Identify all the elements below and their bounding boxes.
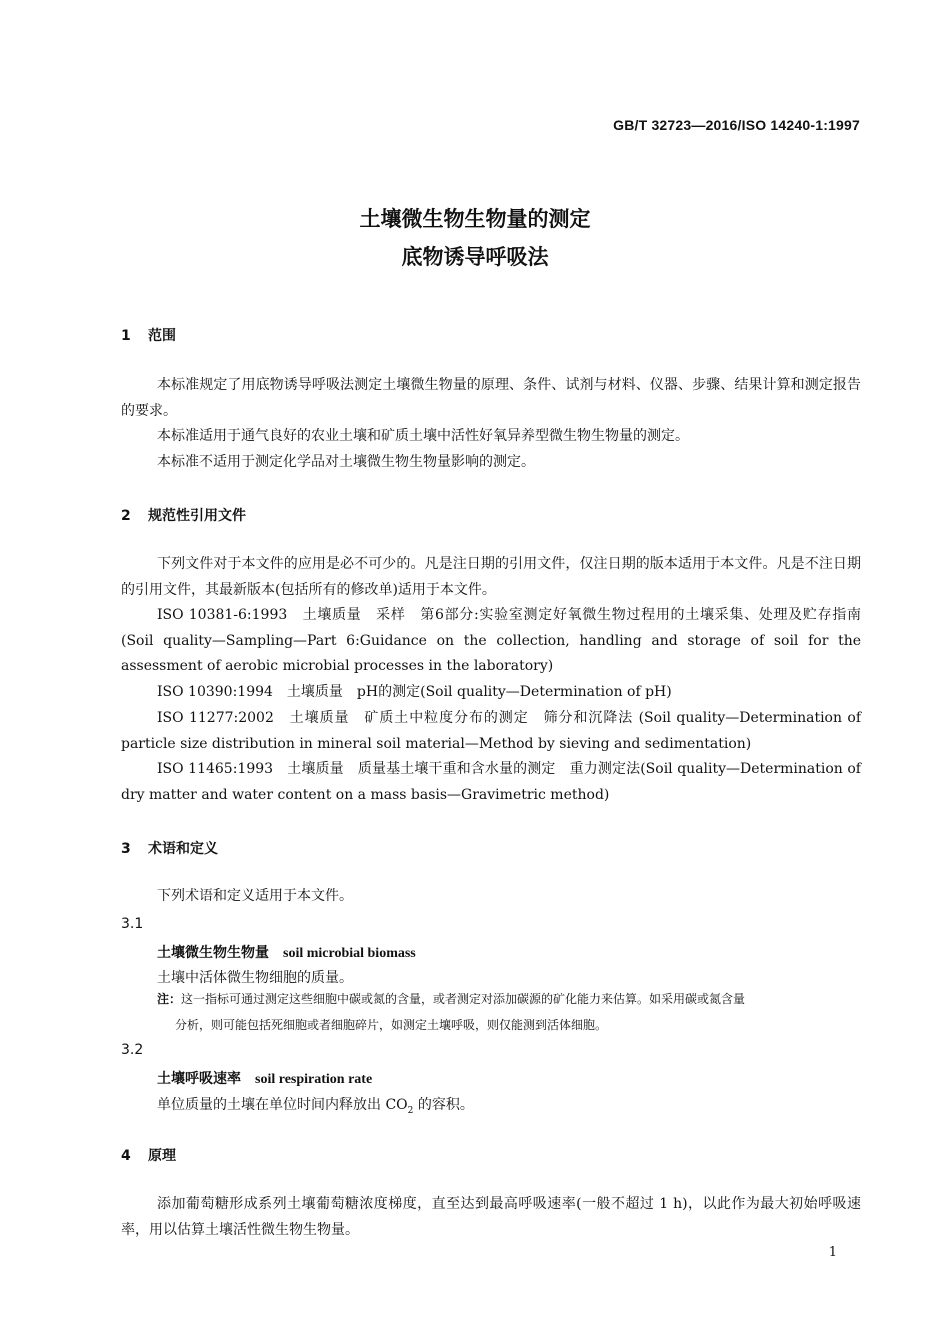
paragraph: 本标准规定了用底物诱导呼吸法测定土壤微生物量的原理、条件、试剂与材料、仪器、步骤、结果计算和测定报告的要求。 (121, 377, 861, 419)
reference-entry: ISO 10390:1994 土壤质量 pH的测定(Soil quality—Determination of pH) (157, 684, 672, 700)
section-title: 原理 (148, 1148, 176, 1164)
paragraph: 添加葡萄糖形成系列土壤葡萄糖浓度梯度，直至达到最高呼吸速率(一般不超过 1 h)，以此作为最大初始呼吸速率，用以估算土壤活性微生物生物量。 (121, 1196, 861, 1238)
reference-entry: ISO 11277:2002 土壤质量 矿质土中粒度分布的测定 筛分和沉降法 (Soil quality—Determination of particle size distribution in mineral soil material—Method by sieving and sedimentation) (121, 710, 861, 752)
term-entry (157, 1068, 372, 1088)
page-number: 1 (828, 1245, 837, 1260)
paragraph: 本标准适用于通气良好的农业土壤和矿质土壤中活性好氧异养型微生物生物量的测定。 (157, 428, 689, 444)
term-number: 3.1 (121, 916, 144, 932)
paragraph: 本标准不适用于测定化学品对土壤微生物生物量影响的测定。 (157, 454, 535, 470)
standard-number: GB/T 32723—2016/ISO 14240-1:1997 (613, 117, 860, 133)
definition-text: 单位质量的土壤在单位时间内释放出 CO (157, 1097, 408, 1113)
section-number: 2 (121, 508, 131, 524)
term-note (157, 986, 861, 1038)
section-heading-principle (121, 1145, 176, 1165)
subscript: 2 (407, 1105, 414, 1116)
term-english: soil respiration rate (255, 1072, 373, 1087)
section-number: 1 (121, 328, 131, 344)
term-number: 3.2 (121, 1042, 144, 1058)
paragraph: 下列文件对于本文件的应用是必不可少的。凡是注日期的引用文件，仅注日期的版本适用于本文件。凡是不注日期的引用文件，其最新版本(包括所有的修改单)适用于本文件。 (121, 556, 861, 598)
section-title: 规范性引用文件 (148, 508, 246, 524)
document-subtitle: 底物诱导呼吸法 (401, 245, 549, 269)
term-chinese: 土壤呼吸速率 (157, 1071, 241, 1087)
term-definition: 土壤中活体微生物细胞的质量。 (157, 970, 353, 986)
term-chinese: 土壤微生物生物量 (157, 945, 269, 961)
reference-entry: ISO 11465:1993 土壤质量 质量基土壤干重和含水量的测定 重力测定法(Soil quality—Determination of dry matter and water content on a mass basis—Gravimetric method) (121, 761, 861, 803)
note-text-line1: 这一指标可通过测定这些细胞中碳或氮的含量，或者测定对添加碳源的矿化能力来估算。如采用碳或氮含量 (181, 992, 746, 1006)
document-title: 土壤微生物生物量的测定 (359, 207, 591, 231)
note-text-line2: 分析，则可能包括死细胞或者细胞碎片，如测定土壤呼吸，则仅能测到活体细胞。 (175, 1018, 608, 1032)
paragraph: 下列术语和定义适用于本文件。 (157, 888, 353, 904)
reference-entry: ISO 10381-6:1993 土壤质量 采样 第6部分:实验室测定好氧微生物过程用的土壤采集、处理及贮存指南(Soil quality—Sampling—Part 6:Guidance on the collection, handling and storage of soil for the assessment of aerobic microbial processes in the laboratory) (121, 607, 861, 674)
section-title: 范围 (148, 328, 176, 344)
term-definition (157, 1094, 474, 1116)
section-heading-normative-references (121, 505, 246, 525)
note-label: 注： (157, 992, 182, 1006)
section-number: 4 (121, 1148, 131, 1164)
section-number: 3 (121, 841, 131, 857)
section-title: 术语和定义 (148, 841, 218, 857)
section-heading-terms-definitions (121, 838, 218, 858)
section-heading-scope (121, 325, 176, 345)
definition-text-end: 的容积。 (413, 1097, 474, 1113)
term-entry (157, 942, 416, 962)
term-english: soil microbial biomass (283, 946, 416, 961)
